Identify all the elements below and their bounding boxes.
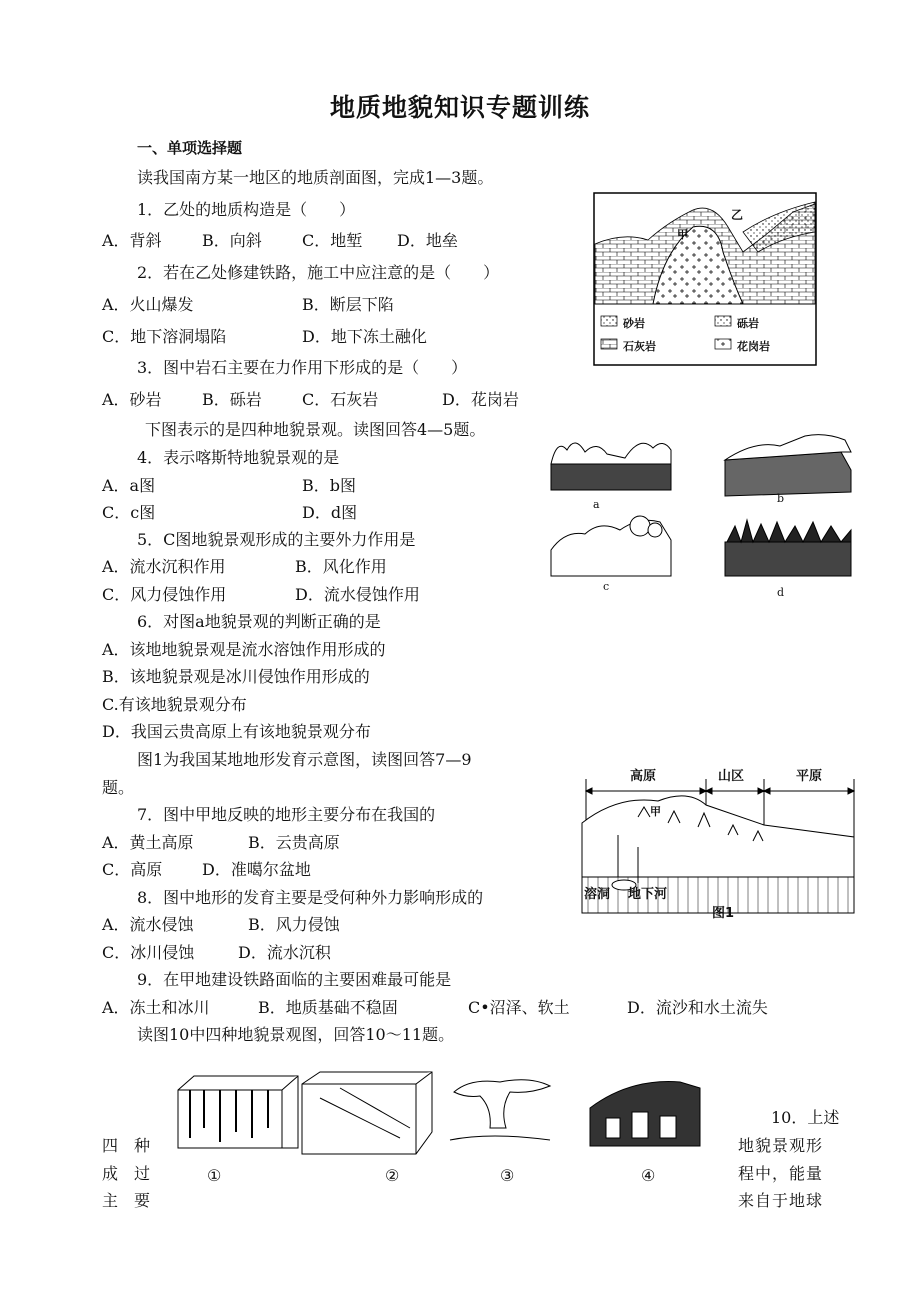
- question-6: 6．对图a地貌景观的判断正确的是: [137, 612, 381, 631]
- q10-right-line-3: 程中，能量: [738, 1164, 824, 1183]
- q9-option-c: C•沼泽、软土: [468, 998, 570, 1017]
- q8-option-c: C．冰川侵蚀: [102, 943, 195, 962]
- intro-3: 图1为我国某地地形发育示意图，读图回答7—9: [137, 750, 472, 769]
- q10-right-line-2: 地貌景观形: [738, 1136, 824, 1155]
- q10-left-line-3: 主 要: [102, 1191, 151, 1210]
- question-4: 4．表示喀斯特地貌景观的是: [137, 448, 340, 467]
- caption-1: ①: [207, 1166, 222, 1185]
- label-underground-river: 地下河: [628, 887, 668, 902]
- q3-option-c: C．石灰岩: [302, 390, 379, 409]
- q4-option-a: A．a图: [102, 476, 156, 495]
- q6-option-d: D．我国云贵高原上有该地貌景观分布: [102, 722, 371, 741]
- intro-4: 读图10中四种地貌景观图，回答10～11题。: [137, 1025, 455, 1044]
- q4-option-c: C．c图: [102, 503, 156, 522]
- q10-right-line-4: 来自于地球: [738, 1191, 824, 1210]
- legend-sandstone: 砂岩: [623, 317, 645, 330]
- q10-left-line-2: 成 过: [102, 1164, 151, 1183]
- legend-conglomerate: 砾岩: [737, 317, 759, 330]
- q5-option-b: B．风化作用: [295, 557, 387, 576]
- q4-option-b: B．b图: [302, 476, 357, 495]
- caption-3: ③: [500, 1166, 515, 1185]
- q3-option-d: D．花岗岩: [442, 390, 519, 409]
- landform-four-figure: [545, 430, 865, 608]
- label-plateau: 高原: [630, 769, 657, 784]
- q8-option-a: A．流水侵蚀: [102, 915, 194, 934]
- label-yi: 乙: [731, 208, 744, 222]
- intro-3-end: 题。: [102, 778, 135, 797]
- legend-limestone: 石灰岩: [623, 340, 656, 353]
- q2-option-a: A．火山爆发: [102, 295, 194, 314]
- q7-option-a: A．黄土高原: [102, 833, 194, 852]
- q1-option-b: B．向斜: [202, 231, 262, 250]
- caption-b: b: [777, 492, 785, 505]
- q10-left-line-1: 四 种: [102, 1136, 151, 1155]
- question-5: 5．C图地貌景观形成的主要外力作用是: [137, 530, 416, 549]
- caption-4: ④: [641, 1166, 656, 1185]
- terrain-development-figure: [578, 765, 860, 925]
- section-heading: 一、单项选择题: [137, 139, 243, 157]
- q1-option-a: A．背斜: [102, 231, 162, 250]
- q2-option-d: D．地下冻土融化: [302, 327, 427, 346]
- q3-option-b: B．砾岩: [202, 390, 262, 409]
- label-plain: 平原: [796, 769, 823, 784]
- label-jia: 甲: [650, 805, 661, 818]
- q6-option-b: B．该地貌景观是冰川侵蚀作用形成的: [102, 667, 370, 686]
- question-7: 7．图中甲地反映的地形主要分布在我国的: [137, 805, 436, 824]
- caption-d: d: [777, 586, 785, 599]
- q4-option-d: D．d图: [302, 503, 358, 522]
- q3-option-a: A．砂岩: [102, 390, 162, 409]
- q7-option-c: C．高原: [102, 860, 163, 879]
- label-cave: 溶洞: [584, 887, 611, 902]
- q6-option-a: A．该地地貌景观是流水溶蚀作用形成的: [102, 640, 386, 659]
- figure-caption: 图1: [712, 906, 735, 921]
- landform-sketches-figure: [170, 1068, 715, 1166]
- q2-option-b: B．断层下陷: [302, 295, 394, 314]
- q2-option-c: C．地下溶洞塌陷: [102, 327, 227, 346]
- geologic-profile-figure: [593, 192, 817, 366]
- legend-granite: 花岗岩: [737, 340, 770, 353]
- q9-option-d: D．流沙和水土流失: [627, 998, 768, 1017]
- intro-1: 读我国南方某一地区的地质剖面图，完成1—3题。: [137, 168, 494, 187]
- q9-option-b: B．地质基础不稳固: [258, 998, 398, 1017]
- question-9: 9．在甲地建设铁路面临的主要困难最可能是: [137, 970, 452, 989]
- q5-option-d: D．流水侵蚀作用: [295, 585, 420, 604]
- label-jia: 甲: [677, 228, 688, 241]
- q1-option-d: D．地垒: [397, 231, 458, 250]
- question-3: 3．图中岩石主要在力作用下形成的是（ ）: [137, 358, 468, 377]
- question-8: 8．图中地形的发育主要是受何种外力影响形成的: [137, 888, 484, 907]
- q9-option-a: A．冻土和冰川: [102, 998, 210, 1017]
- q10-right-line-1: 10．上述: [771, 1108, 840, 1127]
- caption-2: ②: [385, 1166, 400, 1185]
- q5-option-c: C．风力侵蚀作用: [102, 585, 227, 604]
- q7-option-b: B．云贵高原: [248, 833, 340, 852]
- q7-option-d: D．准噶尔盆地: [202, 860, 311, 879]
- question-2: 2．若在乙处修建铁路，施工中应注意的是（ ）: [137, 263, 500, 282]
- q6-option-c: C.有该地貌景观分布: [102, 695, 247, 714]
- label-mountain: 山区: [718, 769, 745, 784]
- q5-option-a: A．流水沉积作用: [102, 557, 226, 576]
- caption-c: c: [603, 580, 610, 593]
- q8-option-d: D．流水沉积: [238, 943, 331, 962]
- q1-option-c: C．地堑: [302, 231, 363, 250]
- q8-option-b: B．风力侵蚀: [248, 915, 340, 934]
- intro-2: 下图表示的是四种地貌景观。读图回答4—5题。: [145, 420, 486, 439]
- caption-a: a: [593, 498, 600, 511]
- question-1: 1．乙处的地质构造是（ ）: [137, 200, 356, 219]
- page-title: 地质地貌知识专题训练: [329, 93, 590, 122]
